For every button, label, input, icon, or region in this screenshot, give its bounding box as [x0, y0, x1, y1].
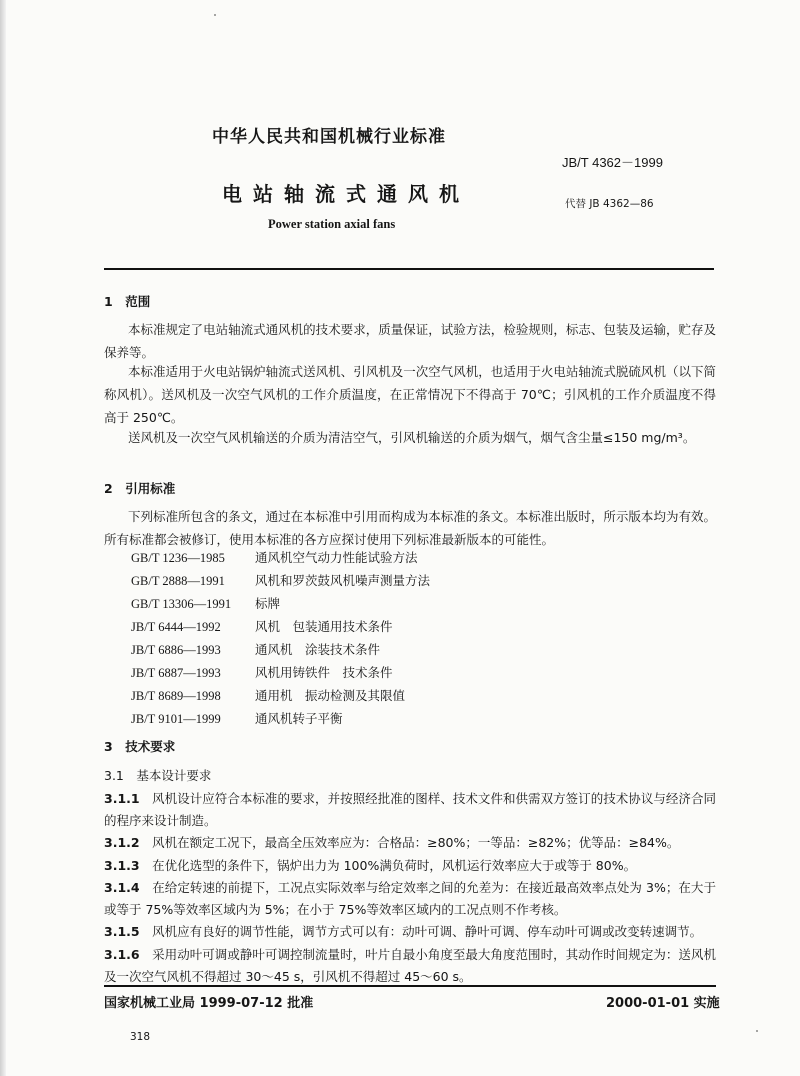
page-number: 318: [130, 1031, 151, 1043]
reference-title: 风机用铸铁件 技术条件: [255, 665, 393, 680]
scan-speck: [756, 1030, 758, 1032]
section-1-para-1: 本标准规定了电站轴流式通风机的技术要求，质量保证，试验方法，检验规则，标志、包装及运输，贮存及保养等。: [104, 322, 716, 360]
reference-item: [131, 709, 343, 727]
clause-text: 风机在额定工况下，最高全压效率应为：合格品：≥80%；一等品：≥82%；优等品：≥84%。: [152, 835, 680, 850]
reference-title: 风机 包装通用技术条件: [255, 619, 393, 634]
reference-code: JB/T 6886—1993: [131, 643, 221, 657]
english-title: Power station axial fans: [268, 217, 396, 231]
scan-speck: [214, 14, 216, 16]
reference-title: 通风机转子平衡: [255, 711, 343, 726]
org-title: 中华人民共和国机械行业标准: [212, 127, 446, 147]
reference-code: JB/T 6887—1993: [131, 666, 221, 680]
reference-title: 通用机 振动检测及其限值: [255, 688, 406, 703]
reference-code: GB/T 13306—1991: [131, 597, 232, 611]
section-1-para-2: 本标准适用于火电站锅炉轴流式送风机、引风机及一次空气风机，也适用于火电站轴流式脱硫风机（以下简称风机）。送风机及一次空气风机的工作介质温度，在正常情况下不得高于 70℃；引风机的工作介质温度不得高于 250℃。: [104, 364, 716, 425]
clause-number: 3.1.2: [104, 835, 140, 850]
clause-3-1-3: [104, 855, 716, 877]
clause-text: 风机应有良好的调节性能，调节方式可以有：动叶可调、静叶可调、停车动叶可调或改变转速调节。: [152, 924, 703, 939]
reference-item: [131, 594, 280, 612]
clause-text: 在给定转速的前提下，工况点实际效率与给定效率之间的允差为：在接近最高效率点处为 3%；在大于或等于 75%等效率区域内为 5%；在小于 75%等效率区域内的工况点则不作考核。: [104, 880, 716, 917]
reference-item: [131, 686, 405, 704]
section-2-para-1: 下列标准所包含的条文，通过在本标准中引用而构成为本标准的条文。本标准出版时，所示版本均为有效。所有标准都会被修订，使用本标准的各方应探讨使用下列标准最新版本的可能性。: [104, 509, 716, 547]
reference-item: [131, 640, 380, 658]
approval-date: 国家机械工业局 1999-07-12 批准: [104, 996, 314, 1011]
reference-item: [131, 663, 393, 681]
section-3-heading: 3 技术要求: [104, 739, 176, 754]
reference-item: [131, 571, 430, 589]
reference-title: 通风机 涂装技术条件: [255, 642, 381, 657]
section-2-heading: 2 引用标准: [104, 481, 176, 496]
subsection-3-1-heading: 3.1 基本设计要求: [104, 768, 212, 783]
reference-title: 标牌: [255, 596, 281, 611]
reference-item: [131, 617, 393, 635]
reference-code: JB/T 6444—1992: [131, 620, 221, 634]
clause-number: 3.1.1: [104, 791, 140, 806]
clause-number: 3.1.6: [104, 947, 140, 962]
clause-number: 3.1.3: [104, 858, 140, 873]
reference-title: 通风机空气动力性能试验方法: [255, 550, 418, 565]
clause-text: 采用动叶可调或静叶可调控制流量时，叶片自最小角度至最大角度范围时，其动作时间规定为：送风机及一次空气风机不得超过 30～45 s，引风机不得超过 45～60 s。: [104, 947, 716, 984]
footer-rule: [104, 985, 716, 987]
standard-number: JB/T 4362－1999: [562, 155, 663, 170]
reference-item: [131, 548, 418, 566]
section-1-para-3: 送风机及一次空气风机输送的介质为清洁空气，引风机输送的介质为烟气，烟气含尘量≤150 mg/m³。: [128, 430, 696, 445]
document-title: 电站轴流式通风机: [222, 182, 470, 206]
clause-number: 3.1.4: [104, 880, 140, 895]
header-rule: [104, 268, 714, 270]
reference-code: JB/T 8689—1998: [131, 689, 221, 703]
section-1-heading: 1 范围: [104, 294, 151, 309]
replaces-note: 代替 JB 4362—86: [565, 198, 654, 210]
clause-3-1-4: [104, 877, 716, 921]
clause-3-1-1: [104, 788, 716, 832]
reference-code: GB/T 2888—1991: [131, 574, 225, 588]
clause-3-1-5: [104, 921, 716, 943]
clause-text: 风机设计应符合本标准的要求，并按照经批准的图样、技术文件和供需双方签订的技术协议与经济合同的程序来设计制造。: [104, 791, 716, 828]
reference-code: GB/T 1236—1985: [131, 551, 225, 565]
clause-3-1-6: [104, 944, 716, 988]
reference-title: 风机和罗茨鼓风机噪声测量方法: [255, 573, 431, 588]
clause-text: 在优化选型的条件下，锅炉出力为 100%满负荷时，风机运行效率应大于或等于 80%。: [152, 858, 637, 873]
clause-number: 3.1.5: [104, 924, 140, 939]
scan-edge: [0, 0, 6, 1076]
clause-3-1-2: [104, 832, 716, 854]
effective-date: 2000-01-01 实施: [606, 996, 720, 1011]
reference-code: JB/T 9101—1999: [131, 712, 221, 726]
